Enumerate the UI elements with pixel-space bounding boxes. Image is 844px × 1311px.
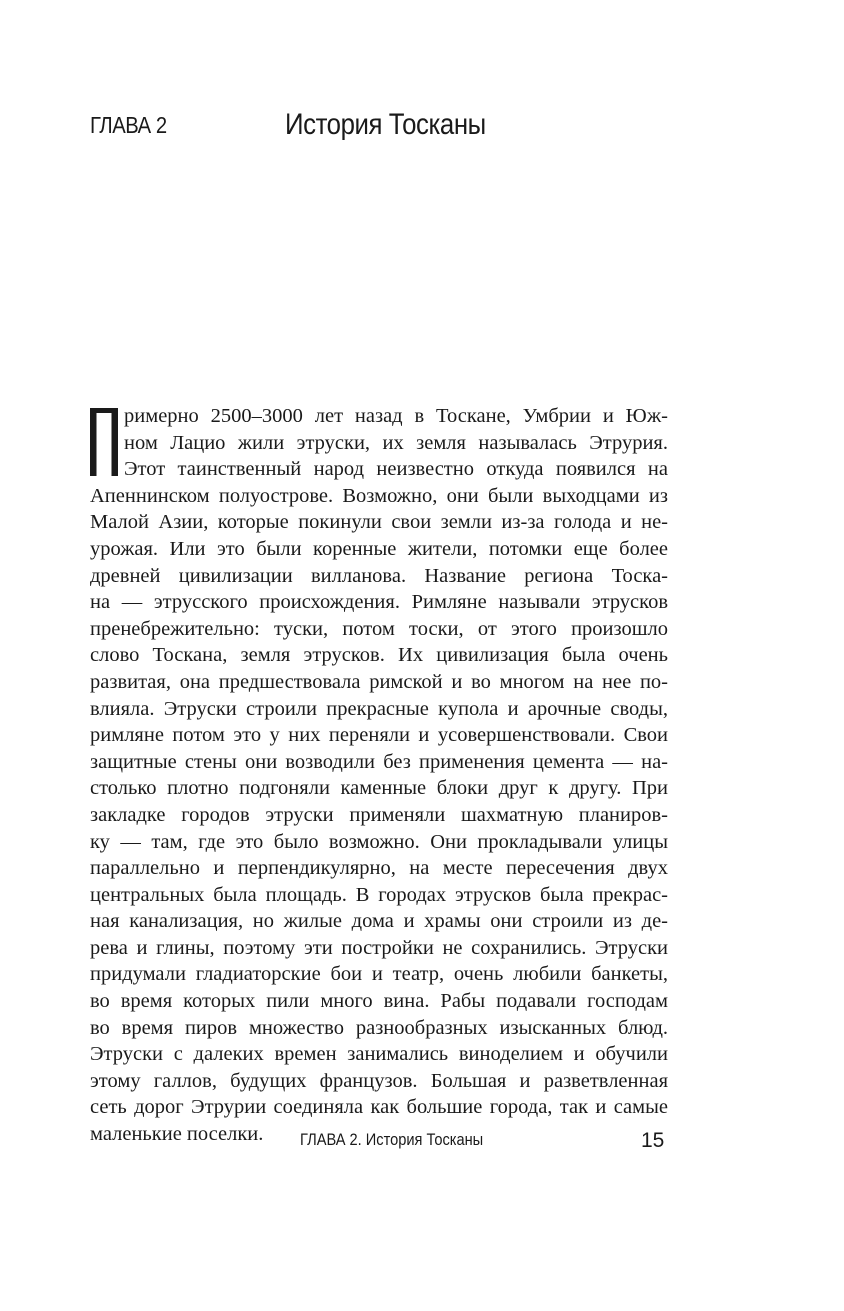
body-line: урожая. Или это были коренные жители, потомки еще более [90, 537, 668, 560]
page-number: 15 [641, 1129, 665, 1152]
body-line: Этот таинственный народ неизвестно откуда появился на [124, 458, 668, 481]
body-line: параллельно и перпендикулярно, на месте пересечения двух [90, 857, 668, 880]
body-line: столько плотно подгоняли каменные блоки друг к другу. При [90, 777, 668, 800]
body-line: защитные стены они возводили без применения цемента — на- [90, 750, 668, 773]
chapter-label: ГЛАВА 2 [90, 112, 167, 138]
body-line: Апеннинском полуострове. Возможно, они были выходцами из [90, 484, 668, 507]
body-line: сеть дорог Этрурии соединяла как большие города, так и самые [90, 1096, 668, 1119]
body-line: во время пиров множество разнообразных изысканных блюд. [90, 1016, 668, 1039]
body-text [90, 403, 668, 1148]
body-line: развитая, она предшествовала римской и во многом на нее по- [90, 670, 668, 693]
chapter-title: История Тосканы [285, 108, 486, 141]
body-line: во время которых пили много вина. Рабы подавали господам [90, 990, 668, 1013]
body-line: ном Лацио жили этруски, их земля называлась Этрурия. [124, 431, 668, 454]
body-line: римляне потом это у них переняли и усовершенствовали. Свои [90, 724, 668, 747]
body-line: придумали гладиаторские бои и театр, очень любили банкеты, [90, 963, 668, 986]
body-line: Этруски с далеких времен занимались виноделием и обучили [90, 1043, 668, 1066]
body-line: этому галлов, будущих французов. Большая и разветвленная [90, 1069, 668, 1092]
body-line: рева и глины, поэтому эти постройки не сохранились. Этруски [90, 936, 668, 959]
body-line: пренебрежительно: туски, потом тоски, от этого произошло [90, 617, 668, 640]
body-line: ку — там, где это было возможно. Они прокладывали улицы [90, 830, 668, 853]
body-line: ная канализация, но жилые дома и храмы они строили из де- [90, 910, 668, 933]
body-line: на — этрусского происхождения. Римляне называли этрусков [90, 591, 668, 614]
body-line: римерно 2500–3000 лет назад в Тоскане, Умбрии и Юж- [124, 405, 668, 427]
running-footer-title: ГЛАВА 2. История Тосканы [300, 1130, 484, 1149]
body-line: слово Тоскана, земля этрусков. Их цивилизация была очень [90, 644, 668, 667]
body-line: закладке городов этруски применяли шахматную планиров- [90, 803, 668, 826]
body-line: центральных была площадь. В городах этрусков была прекрас- [90, 883, 668, 906]
body-line: маленькие поселки. [90, 1123, 264, 1146]
body-line: Малой Азии, которые покинули свои земли из-за голода и не- [90, 511, 668, 534]
body-line: влияла. Этруски строили прекрасные купола и арочные своды, [90, 697, 668, 720]
body-line: древней цивилизации вилланова. Название региона Тоска- [90, 564, 668, 587]
